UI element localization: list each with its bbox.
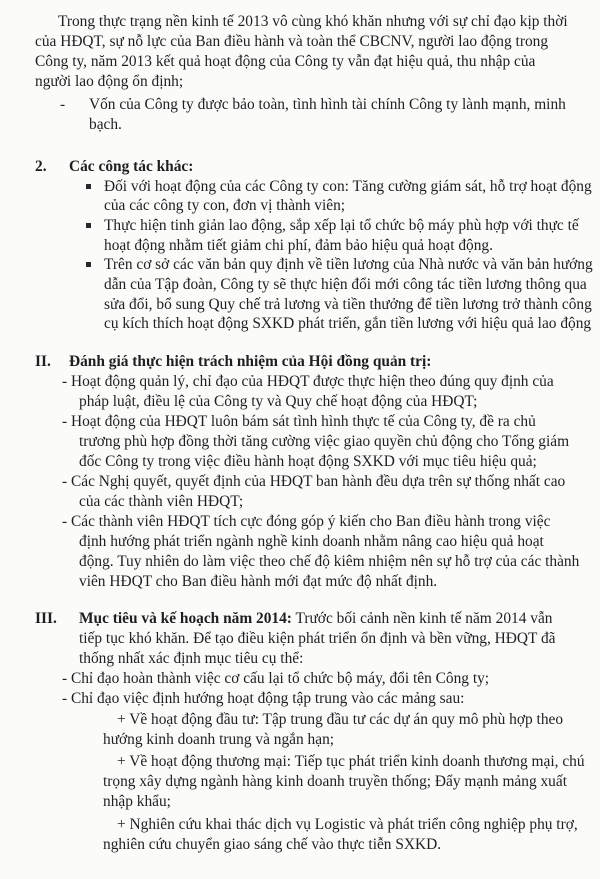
section-III-title: Mục tiêu và kế hoạch năm 2014: (79, 610, 292, 627)
section-II-number: II. (35, 353, 51, 370)
section-II-item-3-line-2: của các thành viên HĐQT; (79, 493, 244, 510)
section-2-item-3-line-2: dẫn của Tập đoàn, Công ty sẽ thực hiện đổi mới công tác tiền lương thông qua (104, 276, 587, 293)
section-II-item-4-line-1: - Các thành viên HĐQT tích cực đóng góp ý kiến cho Ban điều hành trong việc (62, 513, 551, 530)
intro-line-1: Trong thực trạng nền kinh tế 2013 vô cùng khó khăn nhưng với sự chỉ đạo kịp thời (58, 13, 568, 30)
intro-line-3: Công ty, năm 2013 kết quả hoạt động của Công ty vẫn đạt hiệu quả, thu nhập của (35, 53, 536, 70)
section-III-sub-2-line-2: trọng xây dựng ngành hàng kinh doanh truyền thống; Đẩy mạnh mảng xuất (103, 773, 567, 790)
section-III-title-line (79, 609, 552, 629)
section-II-title: Đánh giá thực hiện trách nhiệm của Hội đồng quản trị: (69, 353, 432, 370)
section-III-line-3: thống nhất xác định mục tiêu cụ thể: (79, 650, 304, 667)
intro-dash-item-line-1: Vốn của Công ty được bảo toàn, tình hình tài chính Công ty lành mạnh, minh (89, 96, 566, 113)
section-2-item-1-line-1: Đối với hoạt động của các Công ty con: Tăng cường giám sát, hỗ trợ hoạt động (104, 178, 592, 195)
section-2-title: Các công tác khác: (69, 158, 194, 175)
section-II-item-2-line-3: đốc Công ty trong việc điều hành hoạt động SXKD với mục tiêu hiệu quả; (79, 453, 537, 470)
section-III-item-2: - Chỉ đạo việc định hướng hoạt động tập trung vào các mảng sau: (62, 690, 465, 707)
section-II-item-4-line-4: viên HĐQT cho Ban điều hành mới đạt mức độ nhất định. (79, 573, 438, 590)
section-2-number: 2. (35, 158, 47, 175)
section-2-item-2-line-2: hoạt động nhằm tiết giảm chi phí, đảm bảo hiệu quả hoạt động. (104, 237, 493, 254)
intro-line-2: của HĐQT, sự nỗ lực của Ban điều hành và toàn thể CBCNV, người lao động trong (35, 33, 549, 50)
dash-marker: - (60, 96, 66, 113)
square-bullet-icon (86, 262, 91, 267)
intro-dash-item-line-2: bạch. (89, 116, 122, 133)
section-II-item-2-line-2: trương phù hợp đồng thời tăng cường việc giao quyền chủ động cho Tổng giám (79, 433, 570, 450)
section-2-item-3-line-1: Trên cơ sở các văn bản quy định về tiền lương của Nhà nước và văn bản hướng (104, 256, 593, 273)
section-II-item-1-line-2: pháp luật, điều lệ của Công ty và Quy chế hoạt động của HĐQT; (79, 393, 478, 410)
section-2-item-3-line-4: cụ kích thích hoạt động SXKD phát triển, gắn tiền lương với hiệu quả lao động (104, 315, 592, 332)
section-II-item-1-line-1: - Hoạt động quản lý, chỉ đạo của HĐQT được thực hiện theo đúng quy định của (62, 373, 554, 390)
section-III-line-2: tiếp tục khó khăn. Để tạo điều kiện phát triển ổn định và bền vững, HĐQT đã (79, 630, 556, 647)
section-III-sub-1-line-2: hướng kinh doanh trung và ngắn hạn; (103, 731, 335, 748)
section-2-item-1-line-2: của các công ty con, đơn vị thành viên; (104, 197, 346, 214)
square-bullet-icon (86, 184, 91, 189)
section-III-sub-1-line-1: + Về hoạt động đầu tư: Tập trung đầu tư các dự án quy mô phù hợp theo (117, 711, 564, 728)
section-III-number: III. (35, 610, 57, 627)
section-II-item-2-line-1: - Hoạt động của HĐQT luôn bám sát tình hình thực tế của Công ty, đề ra chủ (62, 413, 536, 430)
section-III-sub-2-line-3: nhập khẩu; (103, 793, 171, 810)
section-2-item-2-line-1: Thực hiện tinh giản lao động, sắp xếp lại tổ chức bộ máy phù hợp với thực tế (104, 217, 579, 234)
section-II-item-4-line-2: định hướng phát triển ngành nghề kinh doanh nhằm nâng cao hiệu quả hoạt (79, 533, 544, 550)
section-III-item-1: - Chỉ đạo hoàn thành việc cơ cấu lại tổ chức bộ máy, đổi tên Công ty; (62, 670, 490, 687)
section-2-item-3-line-3: sửa đổi, bổ sung Quy chế trả lương và tiền thưởng để tiền lương trở thành công (104, 296, 592, 313)
square-bullet-icon (86, 223, 91, 228)
intro-line-4: người lao động ổn định; (35, 73, 184, 90)
section-III-title-rest: Trước bối cảnh nền kinh tế năm 2014 vẫn (295, 610, 553, 627)
section-III-sub-3-line-2: nghiên cứu chuyển giao sáng chế vào thực tiễn SXKD. (103, 836, 442, 853)
section-II-item-3-line-1: - Các Nghị quyết, quyết định của HĐQT ban hành đều dựa trên sự thống nhất cao (62, 473, 566, 490)
section-III-sub-3-line-1: + Nghiên cứu khai thác dịch vụ Logistic và phát triển công nghiệp phụ trợ, (117, 816, 578, 833)
section-III-sub-2-line-1: + Về hoạt động thương mại: Tiếp tục phát triển kinh doanh thương mại, chú (117, 753, 585, 770)
section-II-item-4-line-3: động. Tuy nhiên do làm việc theo chế độ kiêm nhiệm nên sự hỗ trợ của các thành (79, 553, 580, 570)
